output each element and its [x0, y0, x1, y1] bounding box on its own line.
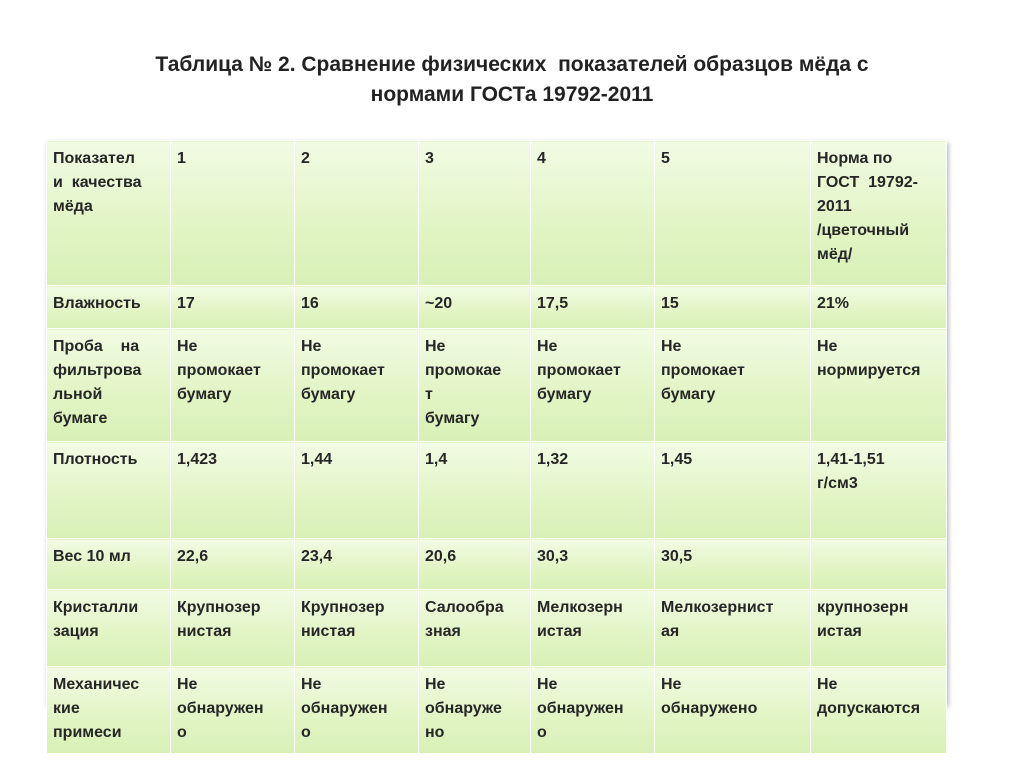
cell-text: Не обнаружено — [661, 676, 758, 717]
table-row-filter-paper-test — [47, 329, 947, 442]
header-gost-norm-text: Норма по ГОСТ 19792- 2011 /цветочный мёд/ — [817, 150, 918, 263]
cell-text: 1,41-1,51 г/см3 — [817, 451, 885, 492]
header-cell-sample-5 — [655, 141, 811, 286]
cell-text: Не промокает бумагу — [301, 338, 385, 403]
header-sample-1-text: 1 — [177, 150, 186, 167]
cell-text: ~20 — [425, 295, 453, 312]
table-cell — [531, 442, 655, 539]
table-cell — [295, 667, 419, 754]
table-row-density — [47, 442, 947, 539]
table-header-row — [47, 141, 947, 286]
header-cell-sample-1 — [171, 141, 295, 286]
table-cell — [655, 539, 811, 590]
cell-text: Кристалли зация — [53, 599, 139, 640]
table-cell — [295, 286, 419, 329]
cell-text: 30,3 — [537, 548, 569, 565]
table-cell — [171, 667, 295, 754]
cell-text: 1,45 — [661, 451, 693, 468]
cell-text: 21% — [817, 295, 850, 312]
table-cell — [295, 442, 419, 539]
table-cell — [531, 286, 655, 329]
table-cell — [811, 286, 947, 329]
header-sample-5-text: 5 — [661, 150, 670, 167]
cell-text: 17,5 — [537, 295, 569, 312]
table-row-weight-10ml — [47, 539, 947, 590]
table-cell — [531, 539, 655, 590]
table-cell — [47, 590, 171, 667]
table-cell — [419, 442, 531, 539]
cell-text: Мелкозернист ая — [661, 599, 774, 640]
table-row-mechanical-impurities — [47, 667, 947, 754]
cell-text: 16 — [301, 295, 319, 312]
header-sample-4-text: 4 — [537, 150, 546, 167]
cell-text: 30,5 — [661, 548, 693, 565]
table-cell — [295, 539, 419, 590]
table-row-crystallization — [47, 590, 947, 667]
cell-text: Не допускаются — [817, 676, 921, 717]
cell-text: 1,32 — [537, 451, 569, 468]
table-cell — [531, 329, 655, 442]
table-cell — [419, 539, 531, 590]
cell-text: Мелкозерн истая — [537, 599, 623, 640]
cell-text: Не промокает бумагу — [177, 338, 261, 403]
cell-text: 17 — [177, 295, 195, 312]
table-cell — [655, 442, 811, 539]
cell-text: Не обнаруже но — [425, 676, 502, 741]
table-cell — [811, 329, 947, 442]
comparison-table-container — [46, 140, 946, 741]
table-cell — [531, 590, 655, 667]
table-cell — [47, 286, 171, 329]
cell-text: крупнозерн истая — [817, 599, 909, 640]
table-cell — [811, 667, 947, 754]
cell-text: Не обнаружен о — [537, 676, 624, 741]
header-indicator-text: Показател и качества мёда — [53, 150, 142, 215]
cell-text: 20,6 — [425, 548, 457, 565]
table-cell — [531, 667, 655, 754]
table-cell — [419, 329, 531, 442]
table-cell — [47, 667, 171, 754]
table-cell — [655, 286, 811, 329]
honey-comparison-table — [46, 140, 947, 754]
cell-text: 23,4 — [301, 548, 333, 565]
cell-text: Крупнозер нистая — [301, 599, 385, 640]
title-line-1: Таблица № 2. Сравнение физических показателей образцов мёда с — [155, 53, 869, 76]
cell-text: 1,423 — [177, 451, 218, 468]
header-cell-sample-4 — [531, 141, 655, 286]
header-sample-3-text: 3 — [425, 150, 434, 167]
cell-text: Проба на фильтрова льной бумаге — [53, 338, 142, 427]
cell-text: Не промокает бумагу — [661, 338, 745, 403]
header-cell-sample-3 — [419, 141, 531, 286]
cell-text: Не обнаружен о — [301, 676, 388, 741]
cell-text: Не нормируется — [817, 338, 921, 379]
header-cell-sample-2 — [295, 141, 419, 286]
table-cell — [171, 539, 295, 590]
table-cell — [47, 442, 171, 539]
table-cell — [171, 329, 295, 442]
table-cell — [811, 442, 947, 539]
table-cell — [295, 590, 419, 667]
cell-text: Крупнозер нистая — [177, 599, 261, 640]
header-cell-gost-norm — [811, 141, 947, 286]
table-row-moisture — [47, 286, 947, 329]
cell-text: Не обнаружен о — [177, 676, 264, 741]
table-cell — [47, 539, 171, 590]
table-cell — [171, 442, 295, 539]
table-cell — [171, 286, 295, 329]
cell-text: 1,4 — [425, 451, 448, 468]
header-sample-2-text: 2 — [301, 150, 310, 167]
cell-text: Механичес кие примеси — [53, 676, 140, 741]
table-cell — [419, 590, 531, 667]
cell-text: Не промокае т бумагу — [425, 338, 502, 427]
cell-text: Салообра зная — [425, 599, 504, 640]
table-cell — [171, 590, 295, 667]
cell-text: Не промокает бумагу — [537, 338, 621, 403]
table-cell — [655, 667, 811, 754]
title-line-2: нормами ГОСТа 19792-2011 — [370, 83, 654, 106]
table-cell — [811, 590, 947, 667]
table-cell — [811, 539, 947, 590]
cell-text: 1,44 — [301, 451, 333, 468]
cell-text: Плотность — [53, 451, 138, 468]
table-cell — [655, 590, 811, 667]
header-cell-indicator — [47, 141, 171, 286]
slide-title — [60, 50, 964, 110]
table-cell — [295, 329, 419, 442]
table-cell — [419, 286, 531, 329]
table-cell — [655, 329, 811, 442]
cell-text: 15 — [661, 295, 679, 312]
cell-text: 22,6 — [177, 548, 209, 565]
cell-text: Влажность — [53, 295, 141, 312]
table-cell — [47, 329, 171, 442]
table-cell — [419, 667, 531, 754]
cell-text: Вес 10 мл — [53, 548, 131, 565]
